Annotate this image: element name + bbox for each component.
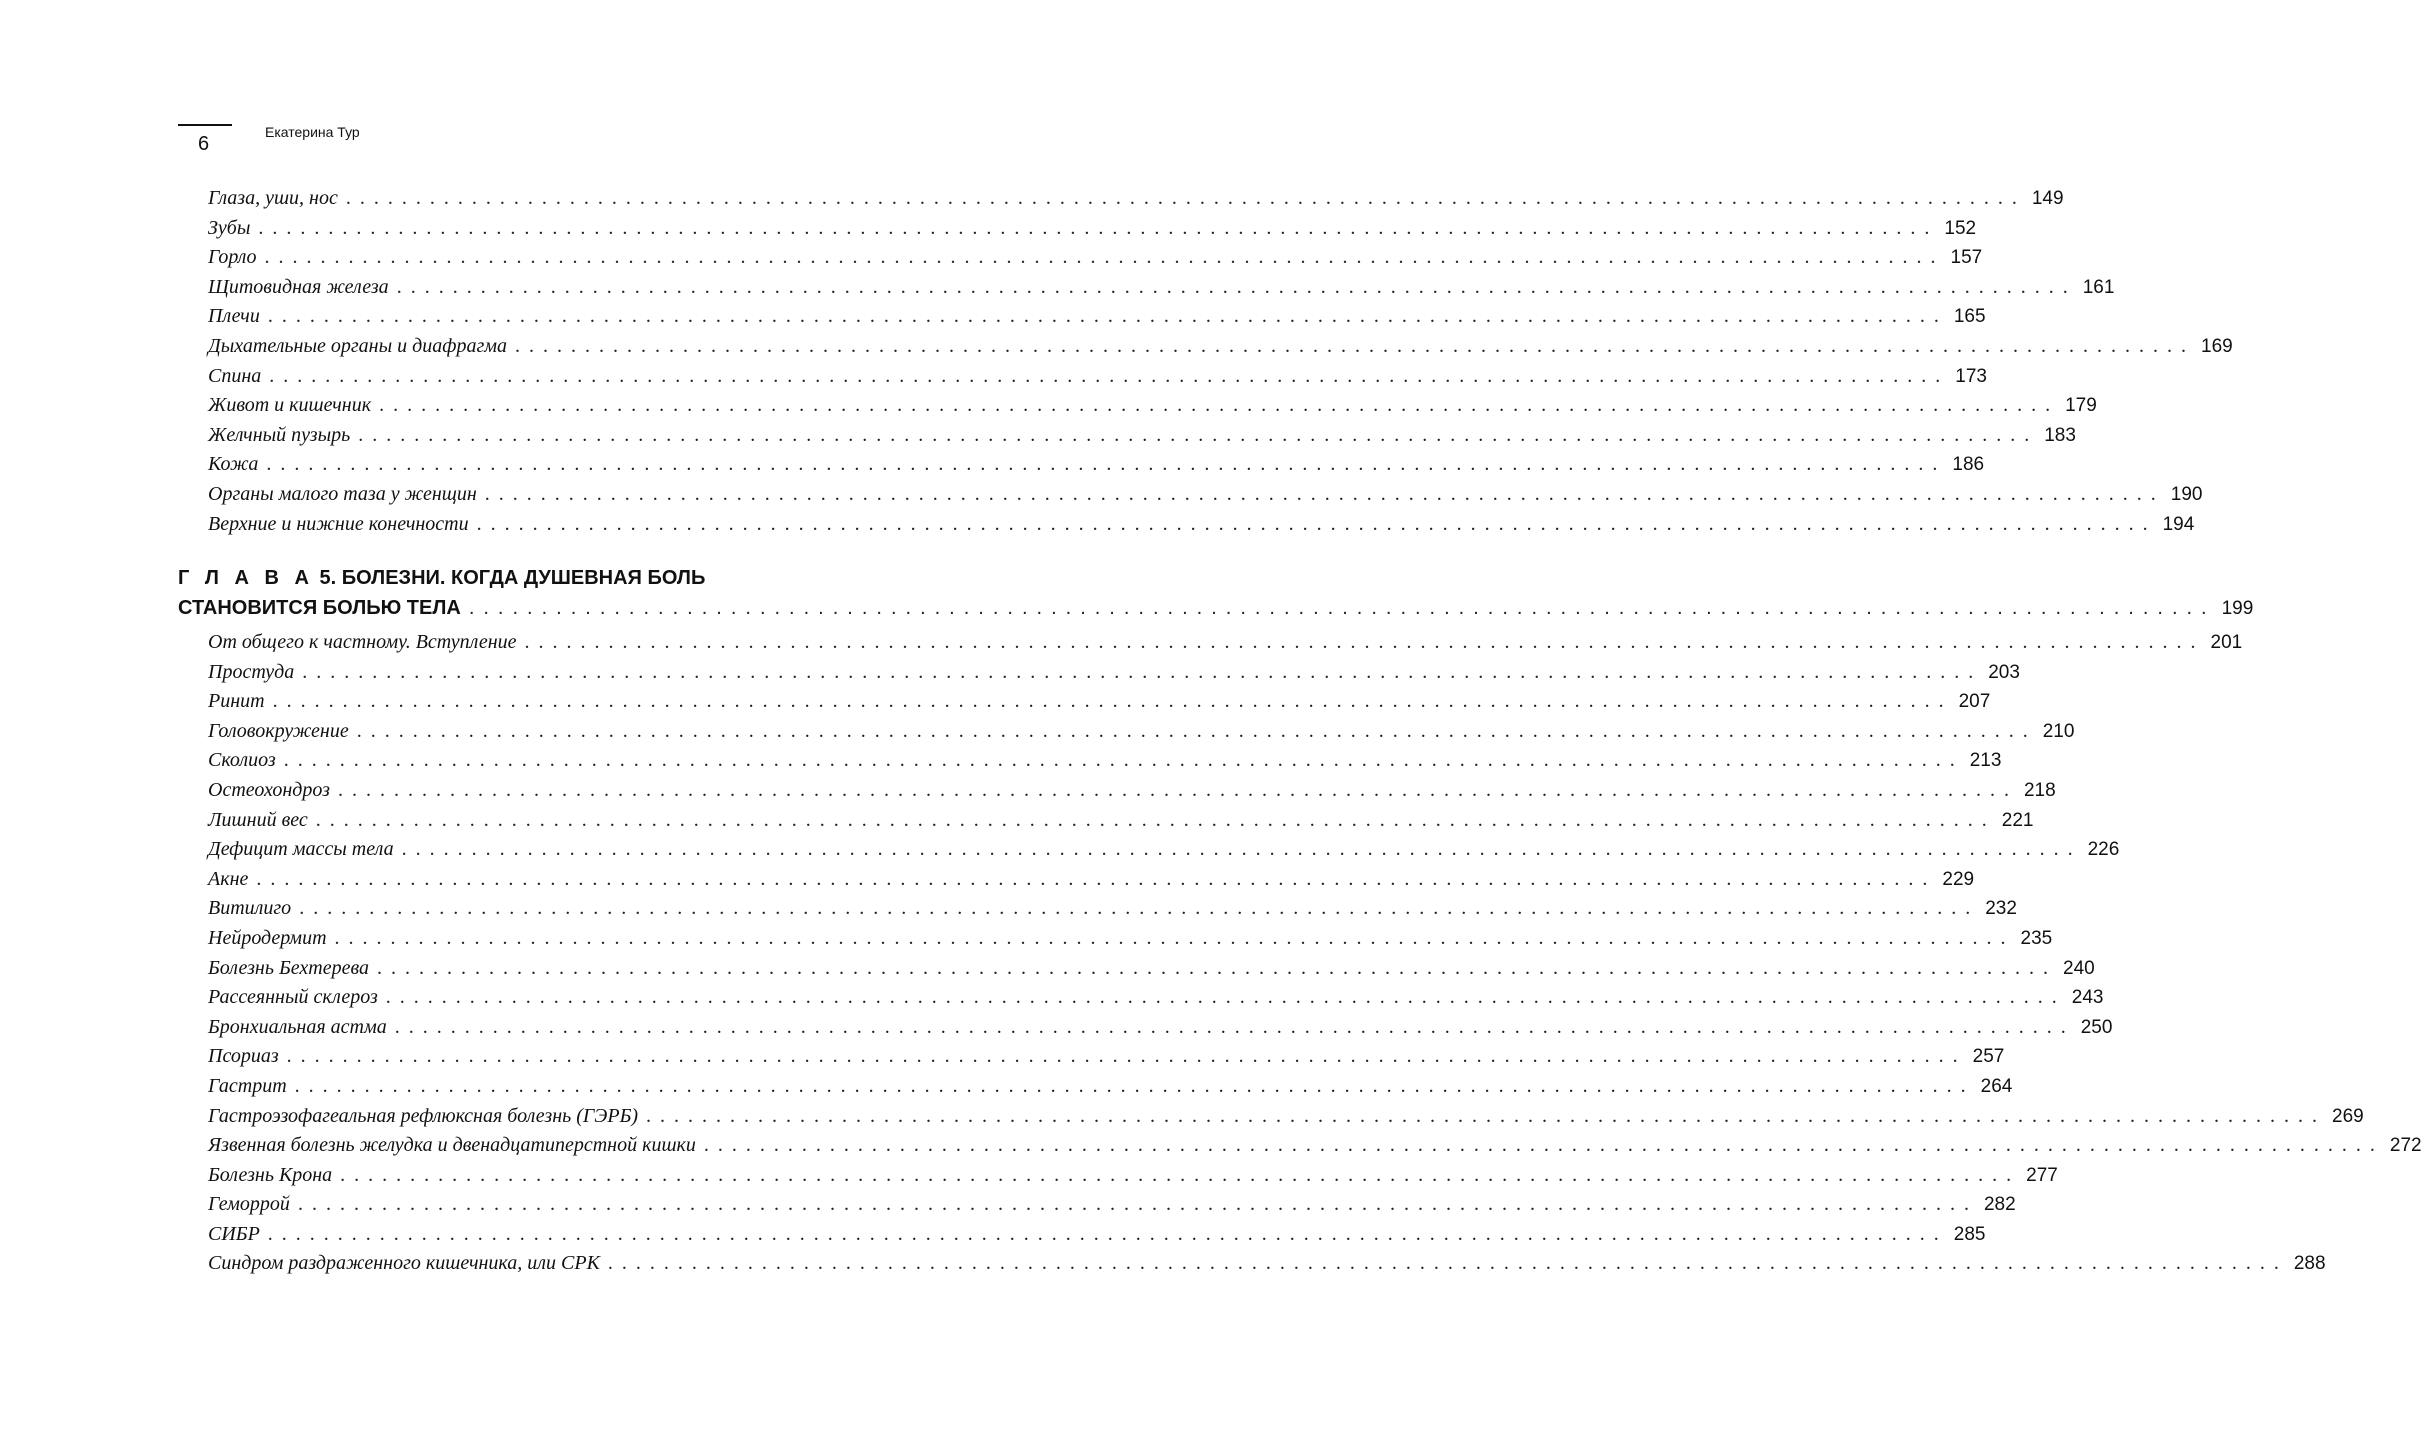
toc-entry[interactable] — [208, 1220, 1986, 1250]
dot-leader: ........................................................................................................................ — [646, 1104, 2327, 1127]
toc-entry-page: 221 — [2001, 809, 2034, 831]
toc-entry[interactable] — [208, 214, 1977, 244]
toc-entry-title: Кожа — [208, 453, 259, 476]
toc-entry-title: Щитовидная железа — [208, 275, 389, 298]
dot-leader: ........................................................................................................................ — [385, 986, 2066, 1009]
toc-entry[interactable] — [208, 1072, 2013, 1102]
dot-leader: ........................................................................................................................ — [356, 719, 2037, 742]
toc-entry-title: Гастрит — [208, 1074, 287, 1097]
dot-leader: ........................................................................................................................ — [379, 394, 2060, 417]
dot-leader: ........................................................................................................................ — [264, 246, 1945, 269]
toc-entry[interactable] — [208, 983, 2104, 1013]
dot-leader: ........................................................................................................................ — [337, 778, 2018, 801]
toc-entry-title: Геморрой — [208, 1193, 290, 1216]
toc-entry-page: 201 — [2210, 632, 2243, 653]
toc-entry-title: Нейродермит — [208, 926, 327, 949]
toc-entry-page: 213 — [1969, 750, 2002, 772]
toc-entry[interactable] — [208, 391, 2097, 421]
dot-leader: ........................................................................................................................ — [269, 364, 1950, 387]
toc-entry-title: Дыхательные органы и диафрагма — [208, 334, 508, 357]
toc-entry[interactable] — [208, 806, 2034, 836]
dot-leader: ........................................................................................................................ — [315, 808, 1996, 831]
toc-entry-title: СИБР — [208, 1222, 260, 1245]
toc-entry[interactable] — [208, 273, 2115, 303]
toc-entry-page: 250 — [2080, 1016, 2113, 1038]
toc-entry-title: Болезнь Крона — [208, 1163, 333, 1186]
dot-leader: ........................................................................................................................ — [267, 1222, 1948, 1245]
toc-entry-page: 226 — [2087, 839, 2120, 861]
toc-entry-title: Горло — [208, 246, 257, 269]
toc-entry-page: 285 — [1953, 1223, 1986, 1245]
toc-entry-page: 243 — [2071, 987, 2104, 1009]
toc-entry-page: 165 — [1953, 306, 1986, 328]
toc-entry[interactable] — [208, 658, 2020, 688]
toc-entry-title: Лишний вес — [208, 808, 308, 831]
toc-entry-title: Синдром раздраженного кишечника, или СРК — [208, 1252, 600, 1275]
toc-entry-title: Простуда — [208, 660, 295, 683]
toc-entry-page: 149 — [2031, 188, 2064, 209]
toc-entry[interactable] — [208, 1249, 2326, 1279]
toc-entry[interactable] — [208, 1131, 2422, 1161]
toc-entry[interactable] — [208, 184, 2064, 214]
toc-entry-title: Верхние и нижние конечности — [208, 512, 469, 535]
toc-entry-page: 240 — [2063, 957, 2095, 979]
dot-leader: ........................................................................................................................ — [358, 423, 2039, 446]
toc-entry-title: Спина — [208, 364, 262, 387]
dot-leader: ........................................................................................................................ — [401, 838, 2082, 861]
chapter-label: Г Л А В А — [178, 567, 314, 589]
toc-entry-page: 173 — [1955, 365, 1987, 387]
running-head-author: Екатерина Тур — [265, 124, 360, 140]
dot-leader: ........................................................................................................................ — [394, 1015, 2075, 1038]
chapter-title-line-1 — [178, 563, 869, 593]
toc-entry-title: Болезнь Бехтерева — [208, 956, 369, 979]
chapter-title-continuation: СТАНОВИТСЯ БОЛЬЮ ТЕЛА — [178, 597, 461, 619]
toc-entry-title: Остеохондроз — [208, 778, 330, 801]
toc-entry-title: Сколиоз — [208, 749, 276, 772]
dot-leader: ........................................................................................................................ — [468, 597, 2216, 619]
dot-leader: ........................................................................................................................ — [703, 1134, 2384, 1157]
dot-leader: ........................................................................................................................ — [258, 216, 1939, 239]
toc-entry-title: Глаза, уши, нос — [208, 187, 338, 209]
toc-entry-page: 194 — [2162, 513, 2195, 535]
toc-entry-page: 288 — [2293, 1253, 2326, 1275]
toc-entry-page: 161 — [2082, 276, 2115, 298]
toc-entry-title: Зубы — [208, 216, 251, 239]
dot-leader: ........................................................................................................................ — [266, 453, 1947, 476]
toc-entry-title: Рассеянный склероз — [208, 986, 378, 1009]
toc-entry-page: 232 — [1985, 898, 2017, 920]
chapter-title-line-2[interactable] — [178, 593, 2254, 623]
toc-entry-title: Головокружение — [208, 719, 349, 742]
toc-entry[interactable] — [208, 628, 2243, 658]
toc-entry[interactable] — [208, 421, 2076, 451]
toc-entry[interactable] — [208, 243, 1983, 273]
header-rule — [178, 124, 232, 126]
dot-leader: ........................................................................................................................ — [484, 482, 2165, 505]
toc-entry-page: 169 — [2201, 335, 2233, 357]
dot-leader: ........................................................................................................................ — [524, 631, 2205, 653]
toc-entry[interactable] — [208, 717, 2075, 747]
page-number: 6 — [198, 133, 210, 155]
chapter-5-heading — [178, 563, 2254, 623]
toc-entry-page: 210 — [2042, 720, 2075, 742]
toc-entry-title: Гастроэзофагеальная рефлюксная болезнь (ГЭРБ) — [208, 1104, 639, 1127]
toc-entry[interactable] — [208, 1042, 2005, 1072]
dot-leader: ........................................................................................................................ — [515, 334, 2196, 357]
toc-entry-page: 190 — [2170, 483, 2203, 505]
dot-leader: ........................................................................................................................ — [334, 926, 2015, 949]
toc-entry[interactable] — [208, 450, 1985, 480]
toc-entry[interactable] — [208, 746, 2002, 776]
toc-entry-page: 229 — [1942, 868, 1975, 890]
toc-entry-page: 264 — [1980, 1075, 2013, 1097]
toc-entry-page: 186 — [1952, 454, 1985, 476]
dot-leader: ........................................................................................................................ — [345, 187, 2026, 209]
toc-entry[interactable] — [208, 687, 1991, 717]
toc-entry-title: Акне — [208, 867, 249, 890]
toc-entry-title: Дефицит массы тела — [208, 838, 394, 861]
dot-leader: ........................................................................................................................ — [286, 1045, 1967, 1068]
toc-entry[interactable] — [208, 954, 2095, 984]
toc-entry-page: 152 — [1944, 217, 1977, 239]
toc-section-top — [208, 184, 2233, 539]
toc-entry-page: 157 — [1950, 247, 1983, 269]
dot-leader: ........................................................................................................................ — [396, 275, 2077, 298]
dot-leader: ........................................................................................................................ — [302, 660, 1983, 683]
toc-entry[interactable] — [208, 1013, 2113, 1043]
dot-leader: ........................................................................................................................ — [476, 512, 2157, 535]
toc-entry-page: 179 — [2065, 395, 2097, 417]
toc-entry[interactable] — [208, 776, 2056, 806]
toc-entry[interactable] — [208, 865, 1975, 895]
dot-leader: ........................................................................................................................ — [267, 305, 1948, 328]
dot-leader: ........................................................................................................................ — [299, 897, 1980, 920]
dot-leader: ........................................................................................................................ — [294, 1074, 1975, 1097]
dot-leader: ........................................................................................................................ — [607, 1252, 2288, 1275]
dot-leader: ........................................................................................................................ — [256, 867, 1937, 890]
toc-entry[interactable] — [208, 835, 2120, 865]
toc-entry[interactable] — [208, 894, 2017, 924]
toc-section-chapter-5 — [208, 628, 2422, 1279]
toc-entry-page: 203 — [1988, 661, 2020, 683]
toc-entry-page: 218 — [2023, 779, 2056, 801]
toc-entry-page: 277 — [2026, 1164, 2058, 1186]
toc-entry[interactable] — [208, 924, 2053, 954]
dot-leader: ........................................................................................................................ — [283, 749, 1964, 772]
toc-entry-page: 207 — [1958, 691, 1991, 713]
toc-entry[interactable] — [208, 510, 2195, 540]
dot-leader: ........................................................................................................................ — [340, 1163, 2021, 1186]
toc-entry-page: 282 — [1983, 1194, 2016, 1216]
toc-entry[interactable] — [208, 332, 2233, 362]
toc-entry-title: Органы малого таза у женщин — [208, 482, 477, 505]
toc-entry-title: Ринит — [208, 690, 265, 713]
toc-entry[interactable] — [208, 1102, 2364, 1132]
toc-entry-title: Живот и кишечник — [208, 394, 372, 417]
toc-entry[interactable] — [208, 480, 2203, 510]
dot-leader: ........................................................................................................................ — [272, 690, 1953, 713]
chapter-page-number: 199 — [2221, 598, 2254, 619]
toc-entry[interactable] — [208, 1190, 2016, 1220]
toc-entry-page: 235 — [2020, 927, 2053, 949]
toc-entry-title: Бронхиальная астма — [208, 1015, 387, 1038]
toc-entry-title: Плечи — [208, 305, 260, 328]
toc-entry-page: 269 — [2332, 1105, 2364, 1127]
toc-entry-page: 272 — [2389, 1135, 2422, 1157]
toc-entry-title: От общего к частному. Вступление — [208, 631, 517, 653]
toc-entry-page: 257 — [1972, 1046, 2005, 1068]
dot-leader: ........................................................................................................................ — [377, 956, 2057, 979]
toc-entry-title: Псориаз — [208, 1045, 279, 1068]
toc-entry[interactable] — [208, 302, 1986, 332]
toc-entry-title: Витилиго — [208, 897, 292, 920]
toc-entry-title: Язвенная болезнь желудка и двенадцатиперстной кишки — [208, 1134, 696, 1157]
toc-entry[interactable] — [208, 1161, 2058, 1191]
chapter-title-part: 5. БОЛЕЗНИ. КОГДА ДУШЕВНАЯ БОЛЬ — [319, 567, 706, 589]
toc-entry-page: 183 — [2044, 424, 2076, 446]
toc-entry[interactable] — [208, 362, 1987, 392]
toc-entry-title: Желчный пузырь — [208, 423, 351, 446]
dot-leader: ........................................................................................................................ — [297, 1193, 1978, 1216]
